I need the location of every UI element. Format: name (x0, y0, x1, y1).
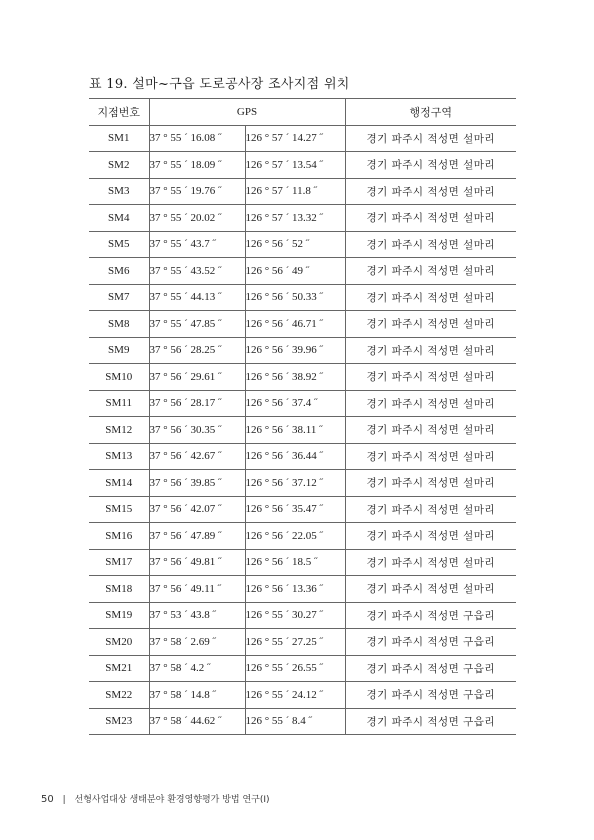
longitude-cell: 126 ° 56 ´ 35.47 ˝ (245, 496, 345, 523)
point-id-cell: SM22 (89, 682, 149, 709)
latitude-cell: 37 ° 56 ´ 47.89 ˝ (149, 523, 245, 550)
longitude-cell: 126 ° 56 ´ 38.11 ˝ (245, 417, 345, 444)
longitude-cell: 126 ° 55 ´ 8.4 ˝ (245, 708, 345, 735)
admin-region-cell: 경기 파주시 적성면 설마리 (345, 364, 516, 391)
table-row (89, 417, 516, 444)
table-row (89, 364, 516, 391)
point-id-cell: SM13 (89, 443, 149, 470)
latitude-cell: 37 ° 55 ´ 44.13 ˝ (149, 284, 245, 311)
admin-region-cell: 경기 파주시 적성면 설마리 (345, 205, 516, 232)
longitude-cell: 126 ° 57 ´ 13.32 ˝ (245, 205, 345, 232)
admin-region-cell: 경기 파주시 적성면 설마리 (345, 496, 516, 523)
latitude-cell: 37 ° 55 ´ 47.85 ˝ (149, 311, 245, 338)
table-row (89, 682, 516, 709)
point-id-cell: SM16 (89, 523, 149, 550)
longitude-cell: 126 ° 56 ´ 46.71 ˝ (245, 311, 345, 338)
point-id-cell: SM15 (89, 496, 149, 523)
point-id-cell: SM12 (89, 417, 149, 444)
latitude-cell: 37 ° 56 ´ 29.61 ˝ (149, 364, 245, 391)
longitude-cell: 126 ° 55 ´ 26.55 ˝ (245, 655, 345, 682)
longitude-cell: 126 ° 56 ´ 50.33 ˝ (245, 284, 345, 311)
latitude-cell: 37 ° 56 ´ 49.81 ˝ (149, 549, 245, 576)
table-row (89, 311, 516, 338)
latitude-cell: 37 ° 55 ´ 16.08 ˝ (149, 125, 245, 152)
point-id-cell: SM19 (89, 602, 149, 629)
latitude-cell: 37 ° 55 ´ 43.7 ˝ (149, 231, 245, 258)
point-id-cell: SM3 (89, 178, 149, 205)
header-point-number: 지점번호 (89, 99, 149, 126)
admin-region-cell: 경기 파주시 적성면 구읍리 (345, 655, 516, 682)
longitude-cell: 126 ° 56 ´ 37.4 ˝ (245, 390, 345, 417)
table-row (89, 152, 516, 179)
latitude-cell: 37 ° 55 ´ 19.76 ˝ (149, 178, 245, 205)
table-row (89, 629, 516, 656)
header-admin-region: 행정구역 (345, 99, 516, 126)
latitude-cell: 37 ° 56 ´ 28.17 ˝ (149, 390, 245, 417)
table-row (89, 655, 516, 682)
admin-region-cell: 경기 파주시 적성면 설마리 (345, 523, 516, 550)
table-row (89, 576, 516, 603)
longitude-cell: 126 ° 56 ´ 37.12 ˝ (245, 470, 345, 497)
admin-region-cell: 경기 파주시 적성면 설마리 (345, 231, 516, 258)
point-id-cell: SM20 (89, 629, 149, 656)
table-row (89, 390, 516, 417)
table-row (89, 602, 516, 629)
admin-region-cell: 경기 파주시 적성면 설마리 (345, 258, 516, 285)
point-id-cell: SM21 (89, 655, 149, 682)
latitude-cell: 37 ° 56 ´ 49.11 ˝ (149, 576, 245, 603)
admin-region-cell: 경기 파주시 적성면 설마리 (345, 417, 516, 444)
longitude-cell: 126 ° 55 ´ 30.27 ˝ (245, 602, 345, 629)
latitude-cell: 37 ° 56 ´ 39.85 ˝ (149, 470, 245, 497)
point-id-cell: SM1 (89, 125, 149, 152)
longitude-cell: 126 ° 56 ´ 22.05 ˝ (245, 523, 345, 550)
latitude-cell: 37 ° 56 ´ 42.07 ˝ (149, 496, 245, 523)
table-row (89, 284, 516, 311)
point-id-cell: SM10 (89, 364, 149, 391)
admin-region-cell: 경기 파주시 적성면 설마리 (345, 470, 516, 497)
latitude-cell: 37 ° 53 ´ 43.8 ˝ (149, 602, 245, 629)
longitude-cell: 126 ° 56 ´ 39.96 ˝ (245, 337, 345, 364)
longitude-cell: 126 ° 55 ´ 24.12 ˝ (245, 682, 345, 709)
table-row (89, 443, 516, 470)
table-row (89, 496, 516, 523)
table-caption: 표 19. 설마~구읍 도로공사장 조사지점 위치 (89, 77, 350, 92)
table-row (89, 549, 516, 576)
longitude-cell: 126 ° 56 ´ 52 ˝ (245, 231, 345, 258)
table-row (89, 178, 516, 205)
point-id-cell: SM8 (89, 311, 149, 338)
admin-region-cell: 경기 파주시 적성면 구읍리 (345, 682, 516, 709)
admin-region-cell: 경기 파주시 적성면 설마리 (345, 152, 516, 179)
point-id-cell: SM6 (89, 258, 149, 285)
point-id-cell: SM23 (89, 708, 149, 735)
page-number: 50 (41, 794, 54, 805)
location-table (89, 98, 516, 735)
latitude-cell: 37 ° 58 ´ 4.2 ˝ (149, 655, 245, 682)
longitude-cell: 126 ° 56 ´ 18.5 ˝ (245, 549, 345, 576)
latitude-cell: 37 ° 55 ´ 20.02 ˝ (149, 205, 245, 232)
point-id-cell: SM2 (89, 152, 149, 179)
point-id-cell: SM18 (89, 576, 149, 603)
point-id-cell: SM5 (89, 231, 149, 258)
longitude-cell: 126 ° 57 ´ 14.27 ˝ (245, 125, 345, 152)
latitude-cell: 37 ° 55 ´ 43.52 ˝ (149, 258, 245, 285)
footer-title: 선형사업대상 생태분야 환경영향평가 방법 연구(Ⅰ) (74, 795, 270, 805)
admin-region-cell: 경기 파주시 적성면 설마리 (345, 549, 516, 576)
page-footer (41, 792, 270, 805)
longitude-cell: 126 ° 56 ´ 38.92 ˝ (245, 364, 345, 391)
header-gps: GPS (149, 99, 345, 126)
table-row (89, 337, 516, 364)
longitude-cell: 126 ° 56 ´ 36.44 ˝ (245, 443, 345, 470)
admin-region-cell: 경기 파주시 적성면 설마리 (345, 576, 516, 603)
admin-region-cell: 경기 파주시 적성면 구읍리 (345, 708, 516, 735)
admin-region-cell: 경기 파주시 적성면 구읍리 (345, 602, 516, 629)
longitude-cell: 126 ° 57 ´ 13.54 ˝ (245, 152, 345, 179)
point-id-cell: SM14 (89, 470, 149, 497)
table-row (89, 125, 516, 152)
footer-separator: | (62, 795, 66, 805)
table-row (89, 205, 516, 232)
table-row (89, 231, 516, 258)
admin-region-cell: 경기 파주시 적성면 설마리 (345, 178, 516, 205)
admin-region-cell: 경기 파주시 적성면 설마리 (345, 311, 516, 338)
admin-region-cell: 경기 파주시 적성면 설마리 (345, 125, 516, 152)
point-id-cell: SM7 (89, 284, 149, 311)
latitude-cell: 37 ° 55 ´ 18.09 ˝ (149, 152, 245, 179)
table-header-row (89, 99, 516, 126)
table-row (89, 708, 516, 735)
longitude-cell: 126 ° 56 ´ 13.36 ˝ (245, 576, 345, 603)
table-row (89, 258, 516, 285)
latitude-cell: 37 ° 58 ´ 14.8 ˝ (149, 682, 245, 709)
latitude-cell: 37 ° 58 ´ 44.62 ˝ (149, 708, 245, 735)
latitude-cell: 37 ° 56 ´ 28.25 ˝ (149, 337, 245, 364)
table-body (89, 125, 516, 735)
longitude-cell: 126 ° 55 ´ 27.25 ˝ (245, 629, 345, 656)
point-id-cell: SM4 (89, 205, 149, 232)
point-id-cell: SM17 (89, 549, 149, 576)
latitude-cell: 37 ° 56 ´ 30.35 ˝ (149, 417, 245, 444)
latitude-cell: 37 ° 58 ´ 2.69 ˝ (149, 629, 245, 656)
point-id-cell: SM11 (89, 390, 149, 417)
admin-region-cell: 경기 파주시 적성면 설마리 (345, 337, 516, 364)
longitude-cell: 126 ° 56 ´ 49 ˝ (245, 258, 345, 285)
longitude-cell: 126 ° 57 ´ 11.8 ˝ (245, 178, 345, 205)
admin-region-cell: 경기 파주시 적성면 구읍리 (345, 629, 516, 656)
admin-region-cell: 경기 파주시 적성면 설마리 (345, 390, 516, 417)
table-row (89, 470, 516, 497)
latitude-cell: 37 ° 56 ´ 42.67 ˝ (149, 443, 245, 470)
point-id-cell: SM9 (89, 337, 149, 364)
table-row (89, 523, 516, 550)
admin-region-cell: 경기 파주시 적성면 설마리 (345, 284, 516, 311)
admin-region-cell: 경기 파주시 적성면 설마리 (345, 443, 516, 470)
